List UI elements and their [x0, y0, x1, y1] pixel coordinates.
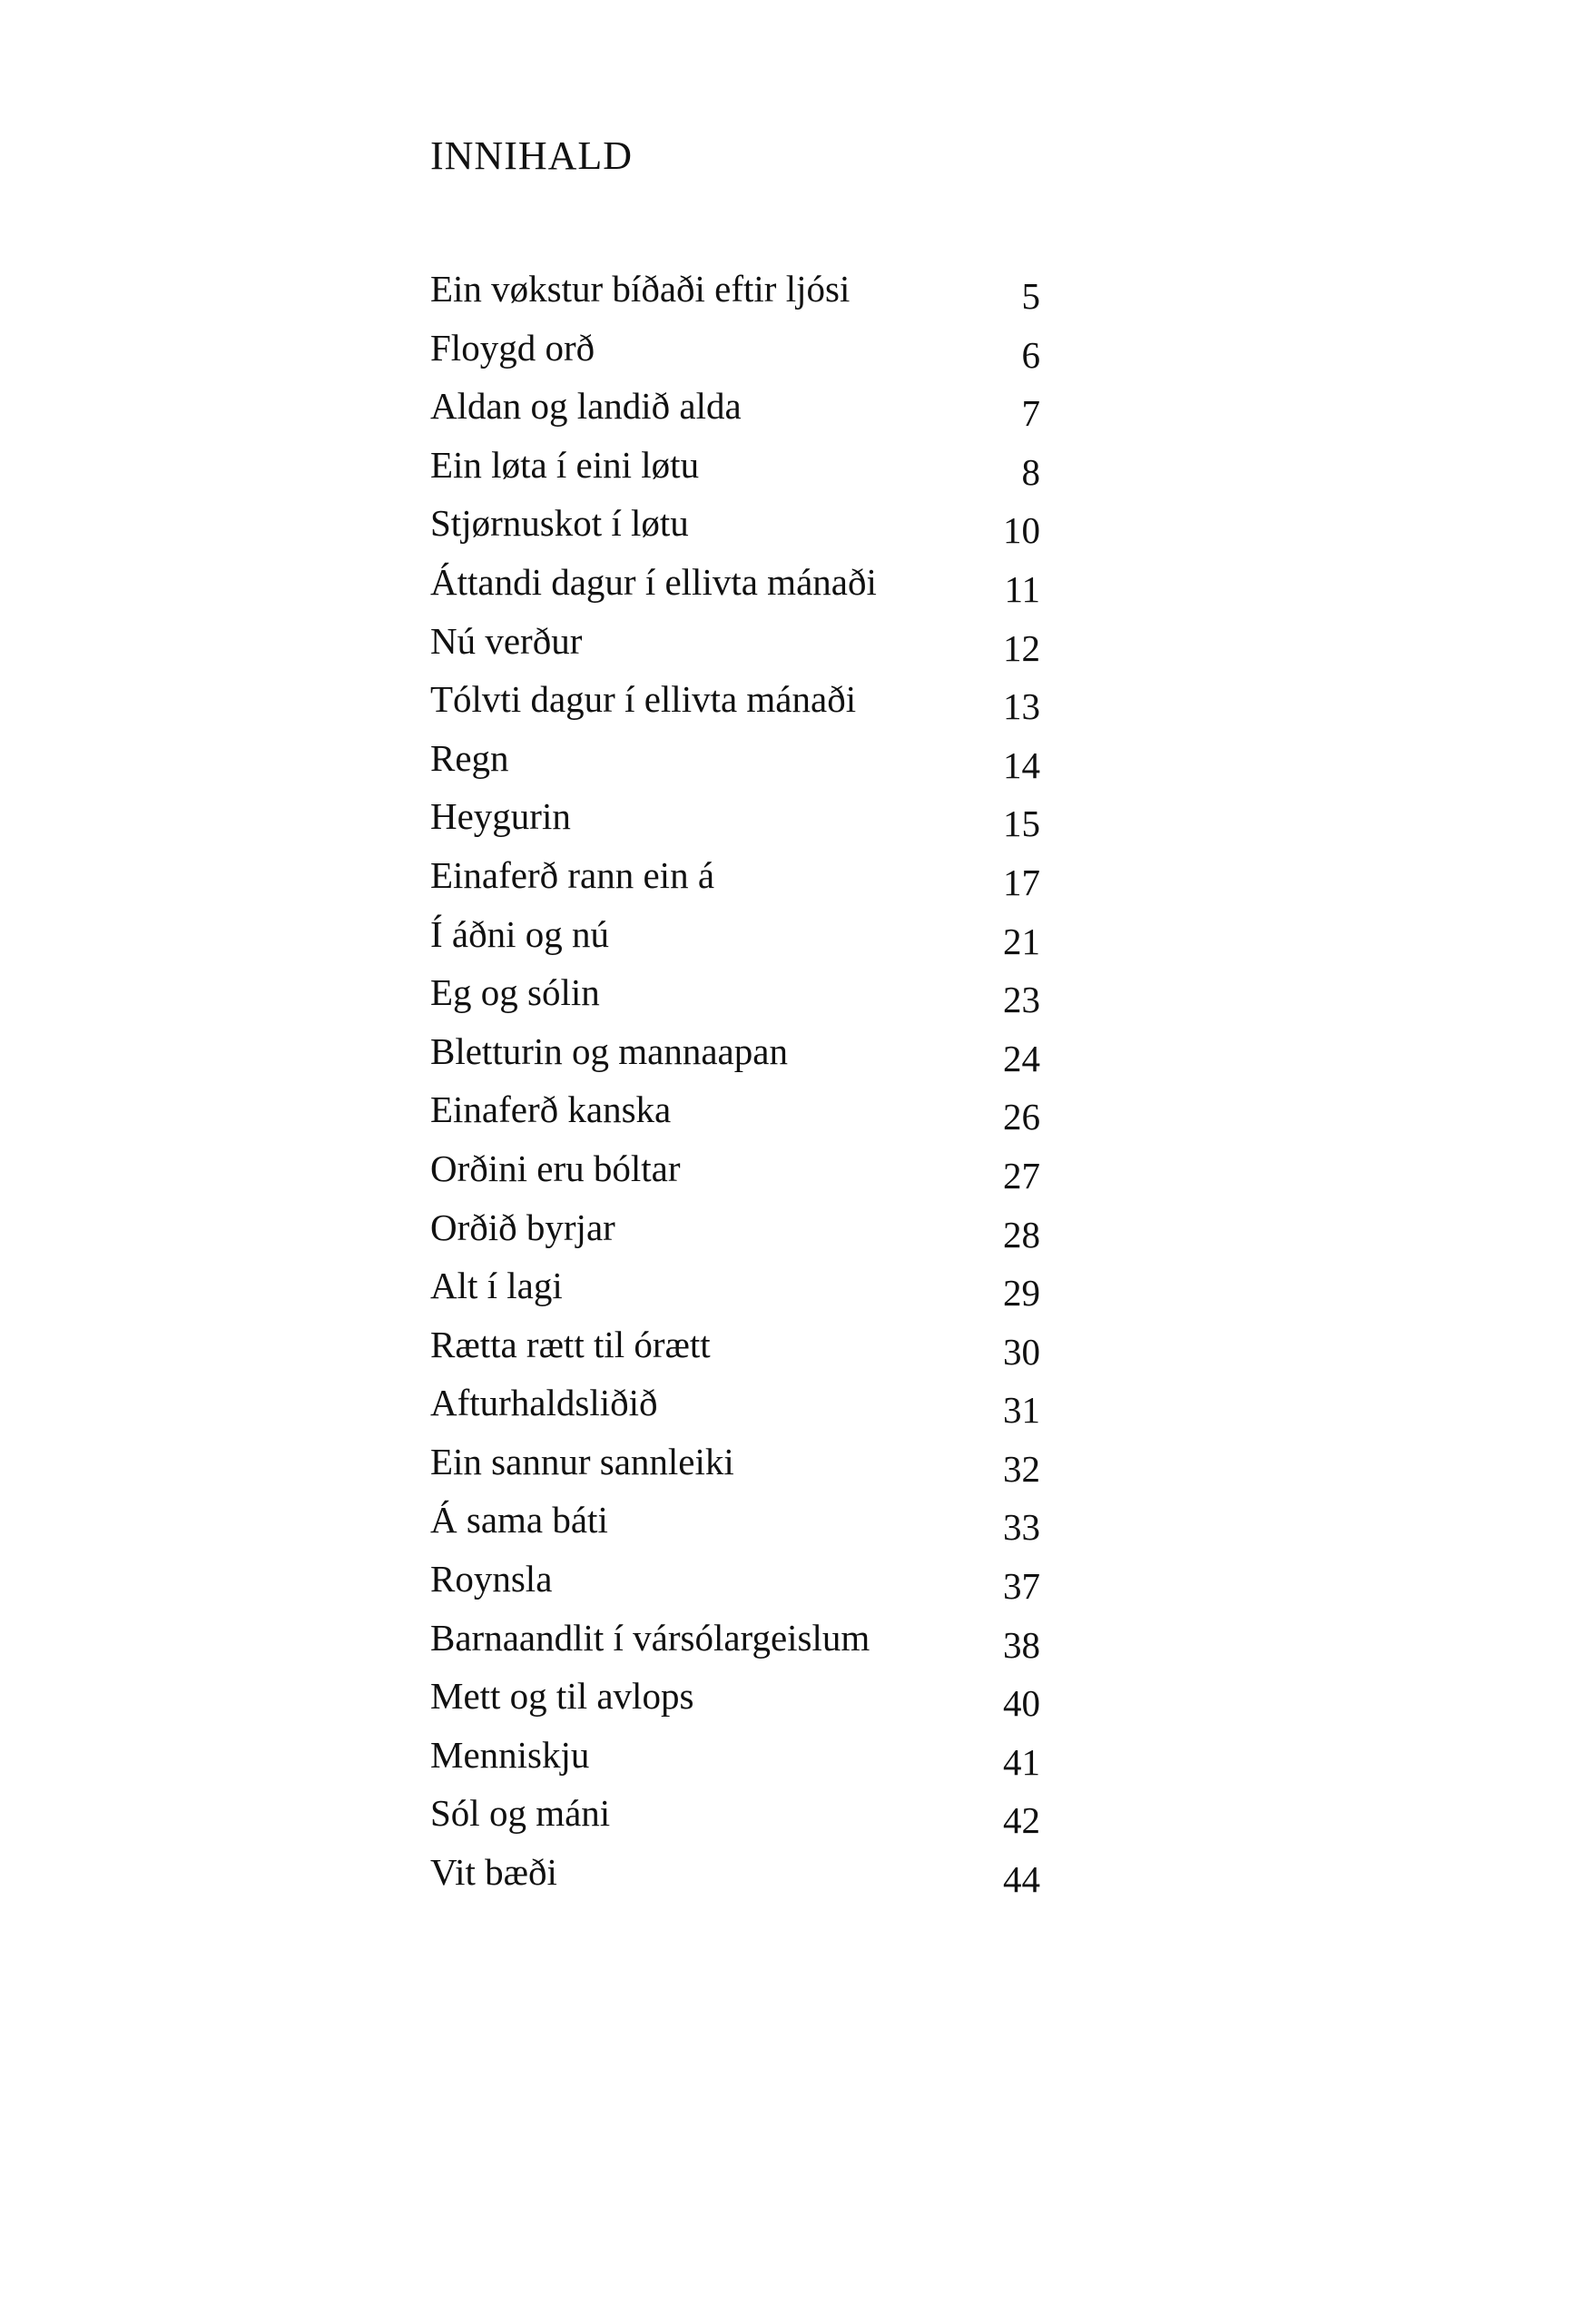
toc-entry: [430, 1198, 1040, 1257]
toc-entry-page-number: 29: [1003, 1272, 1040, 1315]
toc-entry-page-number: 37: [1003, 1565, 1040, 1608]
toc-entry-title: Roynsla: [430, 1558, 553, 1600]
toc-entry-page-number: 26: [1003, 1096, 1040, 1138]
toc-entry-page-number: 14: [1003, 743, 1040, 786]
toc-entry-page-number: 27: [1003, 1154, 1040, 1196]
toc-entry-title: Orðini eru bóltar: [430, 1147, 681, 1189]
toc-entry-page-number: 38: [1003, 1623, 1040, 1666]
toc-entry-title: Einaferð rann ein á: [430, 853, 715, 896]
toc-entry-page-number: 15: [1003, 803, 1040, 845]
toc-entry-title: Heygurin: [430, 795, 571, 838]
toc-entry-title: Alt í lagi: [430, 1265, 563, 1307]
toc-entry-page-number: 24: [1003, 1037, 1040, 1079]
toc-entry: [430, 1080, 1040, 1139]
toc-entry-page-number: 42: [1003, 1799, 1040, 1842]
toc-entry: [430, 1256, 1040, 1315]
toc-entry: [430, 553, 1040, 612]
toc-entry-title: Aldan og landið alda: [430, 385, 742, 428]
toc-entry-page-number: 11: [1004, 567, 1040, 610]
toc-entry-title: Vit bæði: [430, 1851, 557, 1894]
toc-entry-title: Einaferð kanska: [430, 1088, 672, 1131]
toc-entry-page-number: 5: [1021, 275, 1040, 317]
toc-entry-page-number: 7: [1021, 392, 1040, 435]
toc-entry: [430, 1550, 1040, 1609]
toc-entry: [430, 260, 1040, 319]
toc-entry-page-number: 6: [1021, 333, 1040, 376]
toc-entry: [430, 1726, 1040, 1785]
toc-entry-title: Orðið byrjar: [430, 1206, 615, 1248]
toc-entry-title: Eg og sólin: [430, 971, 600, 1014]
toc-entry-page-number: 41: [1003, 1740, 1040, 1783]
toc-entry-title: Floygd orð: [430, 326, 595, 369]
toc-entry-page-number: 40: [1003, 1682, 1040, 1725]
toc-entry-title: Tólvti dagur í ellivta mánaði: [430, 678, 857, 721]
toc-entry: [430, 1315, 1040, 1374]
toc-entry: [430, 787, 1040, 846]
toc-entry-page-number: 32: [1003, 1447, 1040, 1490]
toc-entry-title: Stjørnuskot í løtu: [430, 502, 689, 545]
toc-entry-title: Ein sannur sannleiki: [430, 1440, 734, 1482]
toc-entry: [430, 494, 1040, 553]
toc-entry: [430, 1022, 1040, 1081]
toc-entry-page-number: 10: [1003, 509, 1040, 552]
toc-entry: [430, 612, 1040, 671]
toc-entry-title: Á sama báti: [430, 1499, 608, 1541]
toc-entry-page-number: 23: [1003, 979, 1040, 1021]
toc-entry: [430, 1374, 1040, 1433]
toc-entry: [430, 729, 1040, 788]
toc-entry: [430, 846, 1040, 905]
toc-entry-page-number: 12: [1003, 626, 1040, 669]
toc-entry-page-number: 30: [1003, 1330, 1040, 1373]
toc-entry: [430, 1491, 1040, 1550]
toc-entry-page-number: 17: [1003, 861, 1040, 903]
toc-entry-title: Barnaandlit í vársólargeislum: [430, 1616, 870, 1659]
toc-entry-title: Sól og máni: [430, 1792, 611, 1835]
toc-entry: [430, 1843, 1040, 1902]
toc-entry-title: Nú verður: [430, 619, 583, 662]
toc-entry-title: Í áðni og nú: [430, 912, 609, 955]
toc-entry: [430, 319, 1040, 378]
toc-entry-title: Regn: [430, 736, 509, 779]
toc-entry-title: Bletturin og mannaapan: [430, 1029, 788, 1072]
toc-entry-page-number: 31: [1003, 1389, 1040, 1432]
toc-entry-title: Ein vøkstur bíðaði eftir ljósi: [430, 268, 851, 310]
toc-entry-page-number: 8: [1021, 450, 1040, 493]
toc-entry-title: Mett og til avlops: [430, 1675, 694, 1718]
toc-entry: [430, 1667, 1040, 1726]
toc-entry-title: Rætta rætt til órætt: [430, 1323, 711, 1365]
toc-entry: [430, 1139, 1040, 1198]
toc-entry-title: Áttandi dagur í ellivta mánaði: [430, 560, 877, 603]
toc-heading: INNIHALD: [430, 133, 634, 178]
toc-entry: [430, 1784, 1040, 1843]
toc-entry: [430, 670, 1040, 729]
toc-entry-page-number: 28: [1003, 1213, 1040, 1256]
toc-entry-title: Ein løta í eini løtu: [430, 443, 700, 486]
toc-entry-page-number: 13: [1003, 685, 1040, 728]
toc-entry: [430, 1433, 1040, 1492]
toc-entry: [430, 377, 1040, 436]
toc-entry: [430, 963, 1040, 1022]
toc-entry-title: Afturhaldsliðið: [430, 1382, 658, 1424]
toc-entry-page-number: 21: [1003, 920, 1040, 962]
table-of-contents: [430, 260, 1040, 1902]
toc-entry: [430, 905, 1040, 964]
toc-entry: [430, 1609, 1040, 1668]
toc-entry-page-number: 44: [1003, 1858, 1040, 1901]
toc-entry: [430, 436, 1040, 495]
toc-entry-page-number: 33: [1003, 1506, 1040, 1549]
toc-entry-title: Menniskju: [430, 1733, 590, 1776]
